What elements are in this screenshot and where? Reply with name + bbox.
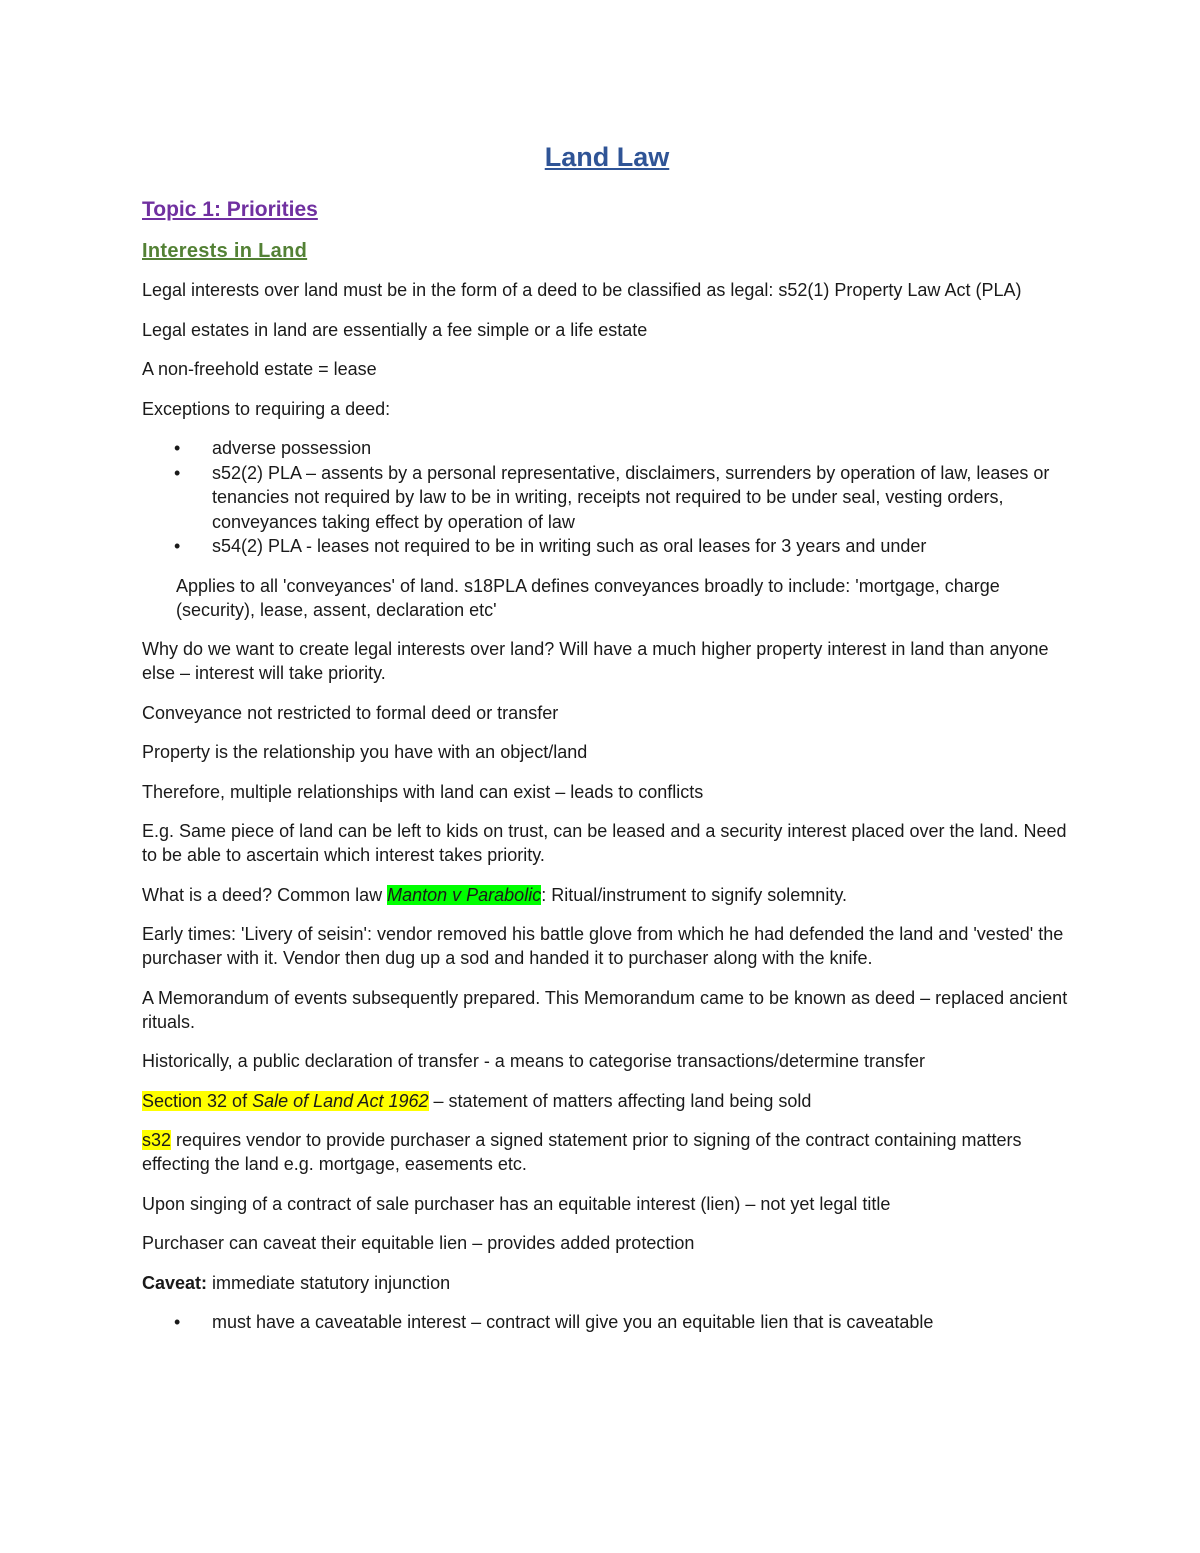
paragraph-s32-requires: s32 requires vendor to provide purchaser a signed statement prior to signing of the contract containing matters effecting the land e.g. mortgage, easements etc. (142, 1130, 1022, 1174)
paragraph-equitable-interest: Upon singing of a contract of sale purchaser has an equitable interest (lien) – not yet legal title (142, 1193, 891, 1214)
case-name-highlight: Manton v Parabolic (387, 884, 542, 905)
act-name: Sale of Land Act 1962 (252, 1090, 429, 1111)
s32-highlight: s32 (142, 1130, 172, 1150)
bullet-icon: • (174, 1312, 181, 1332)
list-item: • s54(2) PLA - leases not required to be in writing such as oral leases for 3 years and under (212, 534, 1072, 559)
paragraph-caveat-lien: Purchaser can caveat their equitable lien – provides added protection (142, 1233, 695, 1253)
paragraph-multiple-relationships: Therefore, multiple relationships with land can exist – leads to conflicts (142, 781, 704, 802)
paragraph-memorandum: A Memorandum of events subsequently prepared. This Memorandum came to be known as deed – replaced ancient rituals. (142, 987, 1068, 1032)
paragraph-exceptions: Exceptions to requiring a deed: (142, 398, 391, 419)
caveat-list (142, 1310, 1072, 1335)
paragraph-property-relationship: Property is the relationship you have with an object/land (142, 742, 588, 762)
paragraph-caveat: Caveat: immediate statutory injunction (142, 1272, 451, 1293)
exceptions-list (142, 436, 1072, 559)
document-title: Land Law (544, 142, 670, 172)
paragraph-livery-of-seisin: Early times: 'Livery of seisin': vendor removed his battle glove from which he had defended the land and 'vested' the purchaser with it. Vendor then dug up a sod and handed it to purchaser along with the knife. (142, 924, 1064, 968)
list-item: • s52(2) PLA – assents by a personal representative, disclaimers, surrenders by operation of law, leases or tenancies not required by law to be in writing, receipts not required to be under seal, vesting orders, conveyances taking effect by operation of law (174, 462, 1050, 532)
bullet-icon: • (174, 438, 181, 458)
caveat-label: Caveat: (142, 1272, 208, 1293)
list-item: • must have a caveatable interest – contract will give you an equitable lien that is caveatable (212, 1310, 1072, 1335)
section-32-highlight: Section 32 of Sale of Land Act 1962 (142, 1090, 429, 1111)
paragraph-section-32: Section 32 of Sale of Land Act 1962 – statement of matters affecting land being sold (142, 1090, 812, 1111)
paragraph-non-freehold: A non-freehold estate = lease (142, 359, 377, 379)
paragraph-conveyance-not-restricted: Conveyance not restricted to formal deed or transfer (142, 702, 559, 723)
bullet-icon: • (174, 536, 181, 556)
paragraph-example: E.g. Same piece of land can be left to kids on trust, can be leased and a security interest placed over the land. Need to be able to ascertain which interest takes priority. (142, 821, 1067, 865)
paragraph-why-legal: Why do we want to create legal interests over land? Will have a much higher property interest in land than anyone else – interest will take priority. (142, 639, 1049, 683)
paragraph-what-is-deed: What is a deed? Common law Manton v Parabolic: Ritual/instrument to signify solemnity. (142, 884, 847, 905)
bullet-icon: • (174, 462, 181, 483)
section-heading: Interests in Land (142, 240, 308, 262)
list-item: • adverse possession (212, 436, 1072, 461)
paragraph-legal-estates: Legal estates in land are essentially a fee simple or a life estate (142, 319, 648, 340)
topic-heading: Topic 1: Priorities (142, 198, 318, 221)
document-page (142, 140, 1072, 1350)
paragraph-conveyances: Applies to all 'conveyances' of land. s18PLA defines conveyances broadly to include: 'mortgage, charge (security), lease, assent, declaration etc' (176, 575, 1000, 620)
paragraph-historically: Historically, a public declaration of transfer - a means to categorise transactions/determine transfer (142, 1051, 926, 1071)
paragraph-legal-interests: Legal interests over land must be in the form of a deed to be classified as legal: s52(1) Property Law Act (PLA) (142, 280, 1022, 300)
